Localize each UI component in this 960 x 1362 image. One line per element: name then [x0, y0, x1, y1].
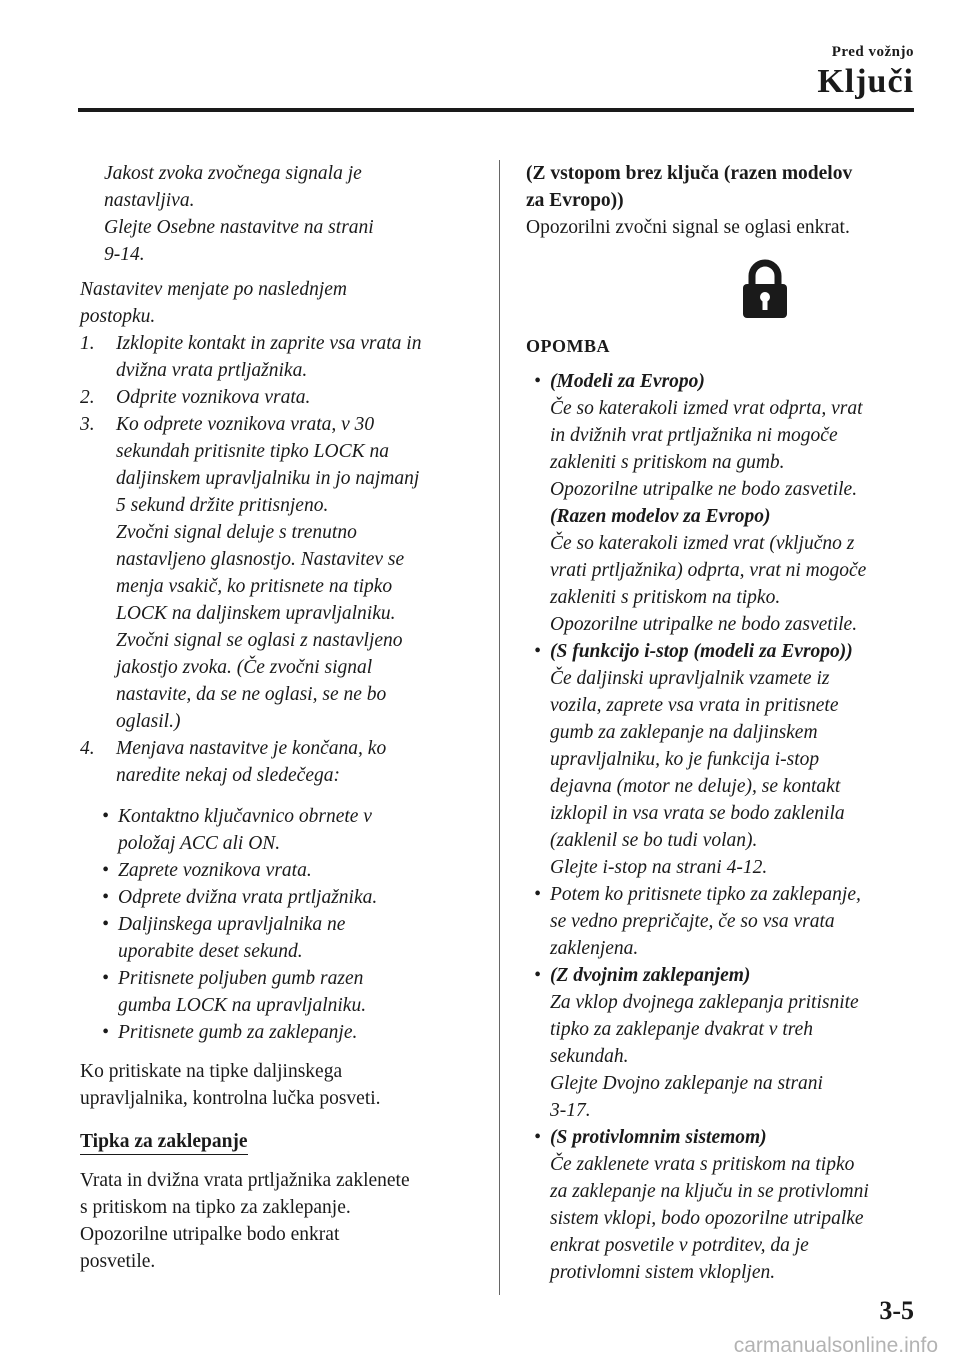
- text-line: (Razen modelov za Evropo): [550, 506, 771, 527]
- text-line: zaklenjena.: [550, 938, 639, 959]
- text-line: za Evropo)): [526, 190, 624, 211]
- completion-conditions: [80, 803, 480, 1046]
- text-line: 5 sekund držite pritisnjeno.: [116, 495, 329, 516]
- text-line: sistem vklopi, bodo opozorilne utripalke: [550, 1208, 864, 1229]
- keyless-text: Opozorilni zvočni signal se oglasi enkrat.: [526, 217, 850, 238]
- step-item: [80, 735, 480, 789]
- step-item: [80, 384, 480, 411]
- text-line: Menjava nastavitve je končana, ko: [116, 738, 387, 759]
- keyless-heading: [526, 160, 926, 214]
- bullet-icon: •: [102, 860, 109, 881]
- note-label: OPOMBA: [526, 336, 610, 356]
- text-line: (zaklenil se bo tudi volan).: [550, 830, 758, 851]
- text-line: vozila, zaprete vsa vrata in pritisnete: [550, 695, 839, 716]
- text-line: Opozorilne utripalke ne bodo zasvetile.: [550, 614, 858, 635]
- text-line: naredite nekaj od sledečega:: [116, 765, 340, 786]
- text-line: Glejte Dvojno zaklepanje na strani: [550, 1073, 823, 1094]
- list-item: [100, 884, 480, 911]
- list-item: [526, 881, 926, 962]
- text-line: protivlomni sistem vklopljen.: [550, 1262, 776, 1283]
- text-line: Daljinskega upravljalnika ne: [118, 914, 346, 935]
- bullet-icon: •: [534, 371, 541, 392]
- text-line: Jakost zvoka zvočnega signala je: [104, 163, 362, 184]
- step-item: [80, 411, 480, 735]
- text-line: Če so katerakoli izmed vrat odprta, vrat: [550, 398, 863, 419]
- note-list: [526, 368, 926, 1286]
- text-line: sekundah.: [550, 1046, 629, 1067]
- text-line: Potem ko pritisnete tipko za zaklepanje,: [550, 884, 861, 905]
- text-line: Če so katerakoli izmed vrat (vključno z: [550, 533, 855, 554]
- text-line: Odprite voznikova vrata.: [116, 387, 311, 408]
- text-line: uporabite deset sekund.: [118, 941, 303, 962]
- text-line: se vedno prepričajte, če so vsa vrata: [550, 911, 835, 932]
- list-item: [526, 962, 926, 1124]
- lock-paragraph: [80, 1167, 480, 1275]
- text-line: Ko odprete voznikova vrata, v 30: [116, 414, 375, 435]
- text-line: 3-17.: [550, 1100, 591, 1121]
- text-line: sekundah pritisnite tipko LOCK na: [116, 441, 389, 462]
- bullet-icon: •: [534, 965, 541, 986]
- text-line: upravljalniku, ko je funkcija i-stop: [550, 749, 820, 770]
- procedure-steps: [80, 330, 480, 789]
- text-line: za zaklepanje na ključu in se protivlomni: [550, 1181, 869, 1202]
- list-item: [100, 965, 480, 1019]
- bullet-icon: •: [534, 641, 541, 662]
- right-column: [526, 160, 926, 1286]
- text-line: jakostjo zvoka. (Če zvočni signal: [116, 657, 373, 678]
- text-line: Pritisnete gumb za zaklepanje.: [118, 1022, 358, 1043]
- text-line: postopku.: [80, 306, 156, 327]
- chapter-title: Ključi: [817, 63, 914, 100]
- text-line: nastavljiva.: [104, 190, 195, 211]
- text-line: LOCK na daljinskem upravljalniku.: [116, 603, 396, 624]
- text-line: gumb za zaklepanje na daljinskem: [550, 722, 818, 743]
- text-line: Za vklop dvojnega zaklepanja pritisnite: [550, 992, 859, 1013]
- text-line: (S protivlomnim sistemom): [550, 1127, 767, 1148]
- text-line: Pritisnete poljuben gumb razen: [118, 968, 364, 989]
- column-divider: [499, 160, 500, 1295]
- text-line: položaj ACC ali ON.: [118, 833, 281, 854]
- bullet-icon: •: [102, 887, 109, 908]
- text-line: nastavite, da se ne oglasi, se ne bo: [116, 684, 387, 705]
- text-line: Odprete dvižna vrata prtljažnika.: [118, 887, 378, 908]
- text-line: (Z vstopom brez ključa (razen modelov: [526, 163, 853, 184]
- text-line: izklopil in vsa vrata se bodo zaklenila: [550, 803, 845, 824]
- padlock-icon: [740, 257, 790, 319]
- volume-note: [80, 160, 480, 268]
- text-line: Zaprete voznikova vrata.: [118, 860, 312, 881]
- text-line: Zvočni signal deluje s trenutno: [116, 522, 357, 543]
- text-line: nastavljeno glasnostjo. Nastavitev se: [116, 549, 405, 570]
- indicator-paragraph: [80, 1058, 480, 1112]
- bullet-icon: •: [102, 968, 109, 989]
- text-line: Opozorilne utripalke ne bodo zasvetile.: [550, 479, 858, 500]
- list-item: [100, 1019, 480, 1046]
- list-item: [526, 368, 926, 638]
- step-number: 2.: [80, 387, 95, 408]
- text-line: Izklopite kontakt in zaprite vsa vrata in: [116, 333, 422, 354]
- text-line: dvižna vrata prtljažnika.: [116, 360, 308, 381]
- text-line: zakleniti s pritiskom na gumb.: [550, 452, 785, 473]
- procedure-intro: [80, 276, 480, 330]
- text-line: Zvočni signal se oglasi z nastavljeno: [116, 630, 403, 651]
- text-line: s pritiskom na tipko za zaklepanje.: [80, 1197, 351, 1218]
- text-line: Če zaklenete vrata s pritiskom na tipko: [550, 1154, 855, 1175]
- list-item: [100, 857, 480, 884]
- watermark: carmanualsonline.info: [733, 1334, 938, 1357]
- bullet-icon: •: [534, 884, 541, 905]
- section-title: Pred vožnjo: [831, 44, 914, 60]
- step-number: 4.: [80, 738, 95, 759]
- header-rule: [78, 108, 914, 112]
- text-line: (Z dvojnim zaklepanjem): [550, 965, 751, 986]
- text-line: zakleniti s pritiskom na tipko.: [550, 587, 781, 608]
- page-number: 3-5: [879, 1296, 914, 1325]
- text-line: menja vsakič, ko pritisnete na tipko: [116, 576, 393, 597]
- text-line: Vrata in dvižna vrata prtljažnika zaklenete: [80, 1170, 410, 1191]
- text-line: (S funkcijo i-stop (modeli za Evropo)): [550, 641, 853, 662]
- text-line: in dvižnih vrat prtljažnika ni mogoče: [550, 425, 838, 446]
- text-line: upravljalnika, kontrolna lučka posveti.: [80, 1088, 381, 1109]
- text-line: Glejte i-stop na strani 4-12.: [550, 857, 768, 878]
- list-item: [100, 911, 480, 965]
- list-item: [526, 638, 926, 881]
- text-line: 9-14.: [104, 244, 145, 265]
- text-line: gumba LOCK na upravljalniku.: [118, 995, 367, 1016]
- text-line: Če daljinski upravljalnik vzamete iz: [550, 668, 830, 689]
- bullet-icon: •: [102, 914, 109, 935]
- bullet-icon: •: [534, 1127, 541, 1148]
- lock-button-heading: Tipka za zaklepanje: [80, 1130, 248, 1155]
- text-line: Nastavitev menjate po naslednjem: [80, 279, 347, 300]
- text-line: Opozorilne utripalke bodo enkrat: [80, 1224, 340, 1245]
- text-line: oglasil.): [116, 711, 181, 732]
- list-item: [526, 1124, 926, 1286]
- list-item: [100, 803, 480, 857]
- step-number: 1.: [80, 333, 95, 354]
- step-number: 3.: [80, 414, 95, 435]
- text-line: dejavna (motor ne deluje), se kontakt: [550, 776, 841, 797]
- bullet-icon: •: [102, 1022, 109, 1043]
- text-line: daljinskem upravljalniku in jo najmanj: [116, 468, 420, 489]
- text-line: Ko pritiskate na tipke daljinskega: [80, 1061, 343, 1082]
- text-line: tipko za zaklepanje dvakrat v treh: [550, 1019, 814, 1040]
- text-line: enkrat posvetile v potrditev, da je: [550, 1235, 809, 1256]
- text-line: (Modeli za Evropo): [550, 371, 705, 392]
- text-line: vrati prtljažnika) odprta, vrat ni mogoče: [550, 560, 867, 581]
- page-header: [817, 44, 914, 101]
- bullet-icon: •: [102, 806, 109, 827]
- text-line: posvetile.: [80, 1251, 156, 1272]
- step-item: [80, 330, 480, 384]
- text-line: Kontaktno ključavnico obrnete v: [118, 806, 372, 827]
- text-line: Glejte Osebne nastavitve na strani: [104, 217, 374, 238]
- left-column: [80, 160, 480, 1275]
